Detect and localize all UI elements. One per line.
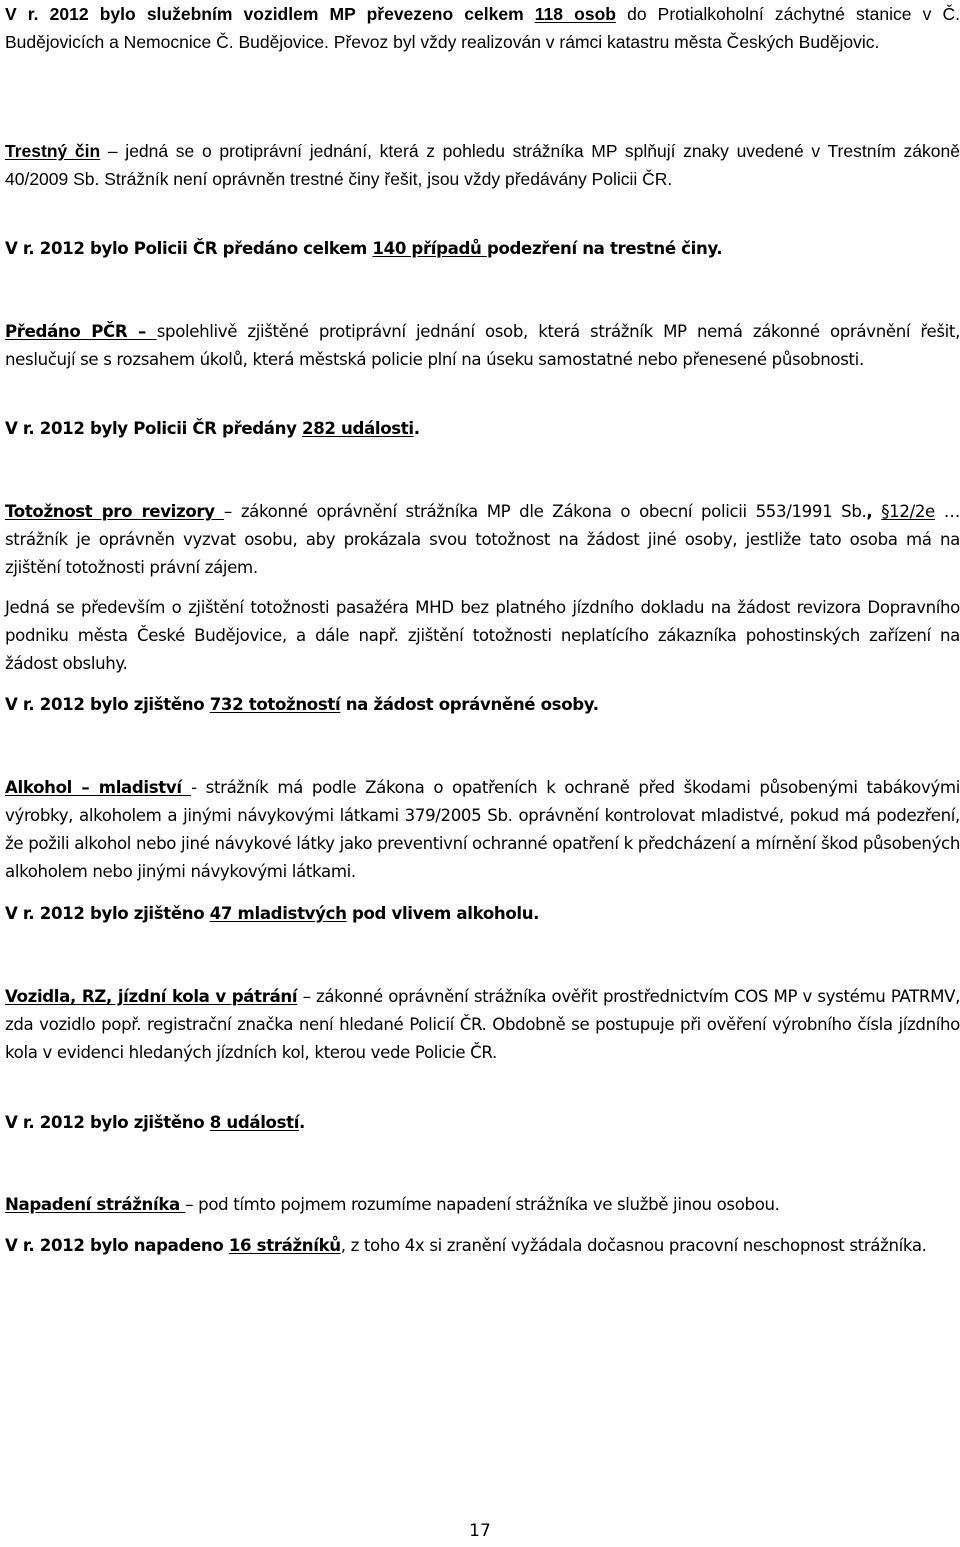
alcohol-stat-count: 47 mladistvých	[209, 904, 347, 923]
term-handed-over: Předáno PČR –	[5, 322, 157, 341]
paragraph-assault-stat	[5, 1232, 960, 1260]
handed-over-definition: spolehlivě zjištěné protiprávní jednání osob, která strážník MP nemá zákonné oprávnění řešit, neslučují se s rozsahem úkolů, která městská policie plní na úseku samostatné nebo přenesené působnosti.	[5, 322, 960, 369]
vehicles-stat-count: 8 událostí	[209, 1113, 300, 1132]
identity-stat-count: 732 totožností	[209, 695, 341, 714]
term-crime: Trestný čin	[5, 141, 101, 161]
paragraph-crime	[5, 137, 960, 193]
crime-stat-intro: V r. 2012 bylo Policii ČR předáno celkem	[5, 239, 373, 258]
paragraph-identity	[5, 498, 960, 582]
transport-stat-text: do Protialkoholní záchytné stanice v Č. Budějovicích a Nemocnice Č. Budějovice. Převoz byl vždy realizován v rámci katastru města Českých Budějovic.	[5, 4, 960, 52]
term-alcohol: Alkohol – mladiství	[5, 778, 192, 797]
paragraph-identity-stat	[5, 691, 960, 719]
assault-stat-count: 16 strážníků	[228, 1236, 341, 1255]
alcohol-stat-intro: V r. 2012 bylo zjištěno	[5, 904, 210, 923]
paragraph-identity-detail	[5, 594, 960, 678]
identity-stat-tail: na žádost oprávněné osoby.	[340, 695, 599, 714]
identity-comma: ,	[866, 502, 873, 521]
paragraph-handed-over	[5, 318, 960, 374]
paragraph-handed-over-stat	[5, 415, 960, 443]
assault-stat-intro: V r. 2012 bylo napadeno	[5, 1236, 229, 1255]
identity-definition-cont: … strážník je oprávněn vyzvat osobu, aby prokázala svou totožnost na žádost jiné osoby, jestliže tato osoba má na zjištění totožnosti právní zájem.	[5, 502, 960, 577]
paragraph-vehicles	[5, 983, 960, 1067]
handed-over-stat-intro: V r. 2012 byly Policii ČR předány	[5, 419, 303, 438]
paragraph-alcohol	[5, 774, 960, 886]
crime-definition: – jedná se o protiprávní jednání, která z pohledu strážníka MP splňují znaky uvedené v Trestním zákoně 40/2009 Sb. Strážník není oprávněn trestné činy řešit, jsou vždy předávány Policii ČR.	[5, 141, 960, 189]
handed-over-stat-tail: .	[413, 419, 420, 438]
crime-stat-count: 140 případů	[372, 239, 487, 258]
page-number: 17	[469, 1521, 491, 1541]
term-identity: Totožnost pro revizory	[5, 502, 225, 521]
alcohol-definition: - strážník má podle Zákona o opatřeních k ochraně před škodami působenými tabákovými výrobky, alkoholem a jinými návykovými látkami 379/2005 Sb. oprávnění kontrolovat mladistvé, pokud má podezření, že požili alkohol nebo jiné návykové látky jako preventivní ochranné opatření k předcházení a mírnění škod působených alkoholem nebo jinými návykovými látkami.	[5, 778, 960, 881]
assault-definition: – pod tímto pojmem rozumíme napadení strážníka ve službě jinou osobou.	[185, 1195, 780, 1214]
identity-definition: – zákonné oprávnění strážníka MP dle Zákona o obecní policii 553/1991 Sb.	[224, 502, 867, 521]
vehicles-definition: – zákonné oprávnění strážníka ověřit prostřednictvím COS MP v systému PATRMV, zda vozidlo popř. registrační značka není hledané Policií ČR. Obdobně se postupuje při ověření výrobního čísla jízdního kola v evidenci hledaných jízdních kol, kterou vede Policie ČR.	[5, 987, 960, 1062]
paragraph-crime-stat	[5, 235, 960, 263]
vehicles-stat-tail: .	[299, 1113, 306, 1132]
term-vehicles: Vozidla, RZ, jízdní kola v pátrání	[5, 987, 298, 1006]
identity-stat-intro: V r. 2012 bylo zjištěno	[5, 695, 210, 714]
handed-over-stat-count: 282 události	[302, 419, 414, 438]
term-assault: Napadení strážníka	[5, 1195, 186, 1214]
paragraph-assault	[5, 1191, 960, 1219]
identity-detail-text: Jedná se především o zjištění totožnosti pasažéra MHD bez platného jízdního dokladu na žádost revizora Dopravního podniku města České Budějovice, a dále např. zjištění totožnosti neplatícího zákazníka pohostinských zařízení na žádost obsluhy.	[5, 598, 960, 673]
identity-section: §12/2e	[881, 502, 935, 521]
assault-stat-tail: , z toho 4x si zranění vyžádala dočasnou pracovní neschopnost strážníka.	[340, 1236, 927, 1255]
vehicles-stat-intro: V r. 2012 bylo zjištěno	[5, 1113, 210, 1132]
transport-stat-count: 118 osob	[534, 4, 616, 24]
alcohol-stat-tail: pod vlivem alkoholu.	[346, 904, 540, 923]
crime-stat-tail: podezření na trestné činy.	[486, 239, 723, 258]
paragraph-transport	[5, 0, 960, 56]
paragraph-alcohol-stat	[5, 900, 960, 928]
transport-stat-intro: V r. 2012 bylo služebním vozidlem MP převezeno celkem	[5, 4, 535, 24]
paragraph-vehicles-stat	[5, 1109, 960, 1137]
